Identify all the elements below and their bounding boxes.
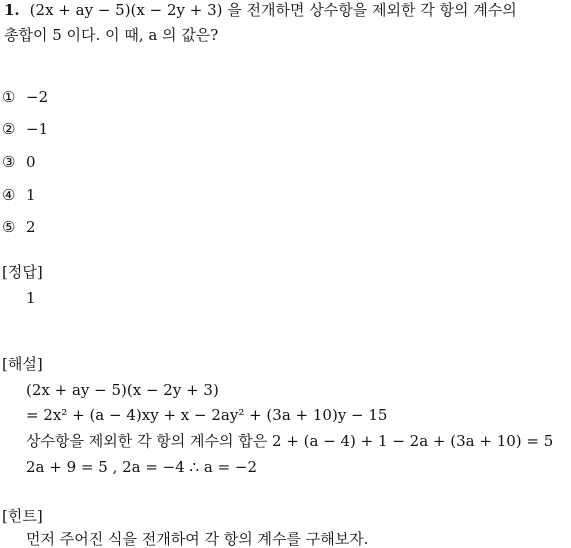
choice-text: −2 (26, 88, 49, 106)
choice-marker: ① (2, 88, 16, 106)
choice-1[interactable] (2, 88, 48, 106)
choice-text: 0 (26, 153, 36, 171)
choice-text: −1 (26, 120, 49, 138)
explanation-line-3: 상수항을 제외한 각 항의 계수의 합은 2 + (a − 4) + 1 − 2a + (3a + 10) = 5 (26, 432, 554, 450)
question-text-1: (2x + ay − 5)(x − 2y + 3) 을 전개하면 상수항을 제외한 각 항의 계수의 (29, 1, 517, 19)
choice-marker: ④ (2, 186, 16, 204)
hint-heading: [힌트] (2, 507, 43, 525)
choice-2[interactable] (2, 120, 48, 138)
choice-text: 1 (26, 186, 36, 204)
choice-3[interactable] (2, 153, 36, 171)
choice-5[interactable] (2, 218, 36, 236)
explanation-line-2: = 2x² + (a − 4)xy + x − 2ay² + (3a + 10)y − 15 (26, 406, 388, 424)
explanation-heading: [해설] (2, 355, 43, 373)
choice-text: 2 (26, 218, 36, 236)
explanation-line-4: 2a + 9 = 5 , 2a = −4 ∴ a = −2 (26, 458, 258, 476)
question-line-1 (4, 1, 517, 19)
answer-heading: [정답] (2, 263, 43, 281)
choice-marker: ③ (2, 153, 16, 171)
choice-marker: ⑤ (2, 218, 16, 236)
choice-4[interactable] (2, 186, 36, 204)
choice-marker: ② (2, 120, 16, 138)
question-number: 1. (4, 1, 20, 19)
answer-value: 1 (26, 289, 36, 307)
question-text-2: 총합이 5 이다. 이 때, a 의 값은? (4, 26, 219, 44)
hint-text: 먼저 주어진 식을 전개하여 각 항의 계수를 구해보자. (26, 530, 369, 548)
explanation-line-1: (2x + ay − 5)(x − 2y + 3) (26, 381, 219, 399)
